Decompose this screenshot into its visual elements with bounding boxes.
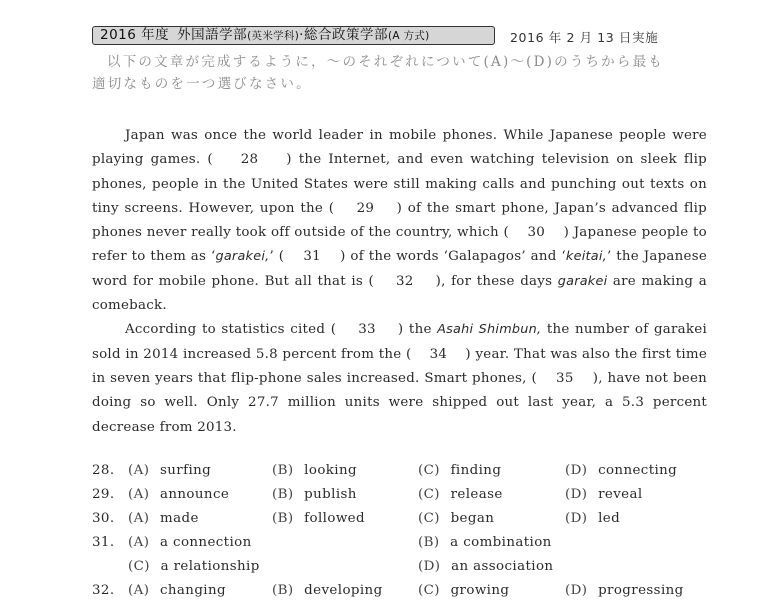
passage-text: ’ the Japanese word for mobile phone. But all that is bbox=[92, 249, 708, 289]
passage-text: are making a comeback. bbox=[92, 273, 707, 314]
option-label: (D) bbox=[565, 583, 588, 598]
blank-34: ( 34 ) bbox=[405, 346, 471, 362]
passage-text: of the smart phone, Japan’s advanced flip phones never really took off outside of the country, which bbox=[92, 200, 707, 241]
blank-28: ( 28 ) bbox=[207, 152, 292, 168]
option-a[interactable] bbox=[128, 535, 252, 550]
blank-29: ( 29 ) bbox=[328, 200, 403, 216]
option-b[interactable] bbox=[418, 535, 552, 550]
italic-term-garakei: garakei bbox=[557, 273, 608, 289]
faculty-foreign-studies-dept: (英米学科) bbox=[247, 30, 300, 42]
option-label: (A) bbox=[128, 535, 150, 550]
blank-35: ( 35 ) bbox=[531, 370, 599, 386]
option-text: progressing bbox=[598, 583, 684, 598]
italic-term-asahi-shimbun: Asahi Shimbun, bbox=[437, 322, 542, 338]
option-label: (B) bbox=[272, 487, 294, 502]
option-label: (D) bbox=[565, 487, 588, 502]
option-text: made bbox=[160, 511, 199, 526]
question-31 bbox=[0, 535, 779, 559]
passage-text: the bbox=[403, 322, 438, 338]
passage-text: the Internet, and even watching television on sleek flip phones, people in the United States were still making calls and punching out texts on tiny screens. However, upon the bbox=[92, 152, 707, 216]
option-b[interactable] bbox=[272, 487, 357, 502]
option-c[interactable] bbox=[418, 583, 509, 598]
option-d[interactable] bbox=[565, 487, 643, 502]
instructions-line-1-text: 以下の文章が完成するように，～のそれぞれについて(A)～(D)のうちから最も bbox=[107, 54, 664, 70]
option-label: (C) bbox=[418, 463, 440, 478]
option-b[interactable] bbox=[272, 511, 365, 526]
option-text: publish bbox=[304, 487, 357, 502]
exam-year: 2016 年度 bbox=[100, 27, 170, 43]
option-text: growing bbox=[450, 583, 510, 598]
blank-32: ( 32 ) bbox=[368, 273, 442, 289]
option-text: surfing bbox=[160, 463, 212, 478]
option-label: (C) bbox=[418, 511, 440, 526]
question-number: 28. bbox=[92, 463, 115, 478]
option-text: connecting bbox=[598, 463, 678, 478]
option-label: (C) bbox=[418, 583, 440, 598]
exam-header-box bbox=[92, 26, 495, 45]
option-b[interactable] bbox=[272, 463, 357, 478]
option-text: release bbox=[450, 487, 503, 502]
option-label: (B) bbox=[272, 583, 294, 598]
blank-31: ( 31 ) bbox=[278, 249, 346, 265]
question-number: 31. bbox=[92, 535, 115, 550]
option-label: (A) bbox=[128, 487, 150, 502]
option-b[interactable] bbox=[272, 583, 383, 598]
option-c[interactable] bbox=[418, 511, 494, 526]
option-label: (C) bbox=[418, 487, 440, 502]
blank-30: ( 30 ) bbox=[503, 225, 570, 241]
option-label: (C) bbox=[128, 559, 150, 574]
question-30 bbox=[0, 511, 779, 535]
instructions-line-2: 適切なものを一つ選びなさい。 bbox=[92, 76, 312, 92]
italic-term-keitai: keitai, bbox=[565, 249, 607, 265]
option-d[interactable] bbox=[565, 583, 684, 598]
option-a[interactable] bbox=[128, 511, 199, 526]
option-text: led bbox=[598, 511, 621, 526]
passage-text: , for these days bbox=[441, 273, 558, 289]
option-label: (B) bbox=[418, 535, 440, 550]
option-label: (D) bbox=[565, 511, 588, 526]
question-29 bbox=[0, 487, 779, 511]
option-c[interactable] bbox=[418, 487, 503, 502]
option-d[interactable] bbox=[418, 559, 553, 574]
option-label: (B) bbox=[272, 511, 294, 526]
option-text: a combination bbox=[450, 535, 552, 550]
option-c[interactable] bbox=[128, 559, 260, 574]
passage-text: of the words ‘Galapagos’ and ‘ bbox=[345, 249, 566, 265]
passage-text: Japanese people to refer to them as ‘ bbox=[92, 225, 707, 265]
passage-paragraph-1 bbox=[92, 124, 707, 318]
option-d[interactable] bbox=[565, 511, 620, 526]
option-c[interactable] bbox=[418, 463, 501, 478]
option-text: reveal bbox=[598, 487, 643, 502]
question-28 bbox=[0, 463, 779, 487]
question-number: 29. bbox=[92, 487, 115, 502]
faculty-policy-studies: 総合政策学部 bbox=[303, 27, 388, 43]
option-label: (A) bbox=[128, 583, 150, 598]
italic-term-garakei: garakei, bbox=[215, 249, 270, 265]
exam-date: 2016 年 2 月 13 日実施 bbox=[510, 30, 659, 45]
option-label: (D) bbox=[565, 463, 588, 478]
passage-paragraph-2 bbox=[92, 318, 707, 439]
question-32 bbox=[0, 583, 779, 607]
instructions bbox=[92, 51, 702, 95]
option-text: announce bbox=[160, 487, 230, 502]
question-number: 30. bbox=[92, 511, 115, 526]
question-number: 32. bbox=[92, 583, 115, 598]
question-31-continued bbox=[0, 559, 779, 583]
option-text: a connection bbox=[160, 535, 252, 550]
option-text: changing bbox=[160, 583, 226, 598]
option-label: (A) bbox=[128, 463, 150, 478]
passage-text: , have not been doing so well. Only 27.7 million units were shipped out last year, a 5.3 percent decrease from 2013. bbox=[92, 370, 707, 435]
option-d[interactable] bbox=[565, 463, 677, 478]
option-a[interactable] bbox=[128, 463, 211, 478]
blank-33: ( 33 ) bbox=[330, 322, 404, 338]
option-text: developing bbox=[304, 583, 383, 598]
option-label: (B) bbox=[272, 463, 294, 478]
passage-text: Japan was once the world leader in mobile phones. While Japanese people were playing games. bbox=[92, 128, 707, 168]
option-text: finding bbox=[450, 463, 502, 478]
option-text: followed bbox=[304, 511, 365, 526]
faculty-policy-studies-method: (A 方式) bbox=[387, 30, 430, 42]
option-text: looking bbox=[304, 463, 357, 478]
option-a[interactable] bbox=[128, 583, 226, 598]
option-label: (D) bbox=[418, 559, 441, 574]
option-text: a relationship bbox=[160, 559, 260, 574]
option-label: (A) bbox=[128, 511, 150, 526]
passage-text: ’ bbox=[269, 249, 279, 265]
option-text: began bbox=[450, 511, 495, 526]
faculty-foreign-studies: 外国語学部 bbox=[177, 27, 248, 43]
option-text: an association bbox=[451, 559, 554, 574]
reading-passage bbox=[92, 124, 707, 440]
passage-text: the number of garakei sold in 2014 increased 5.8 percent from the bbox=[92, 322, 707, 362]
instructions-line-1 bbox=[92, 51, 702, 73]
passage-text: According to statistics cited bbox=[125, 322, 331, 338]
option-a[interactable] bbox=[128, 487, 229, 502]
faculty-separator: · bbox=[299, 27, 304, 43]
passage-text: year. That was also the first time in seven years that flip-phone sales increased. Smart phones, bbox=[92, 346, 707, 386]
